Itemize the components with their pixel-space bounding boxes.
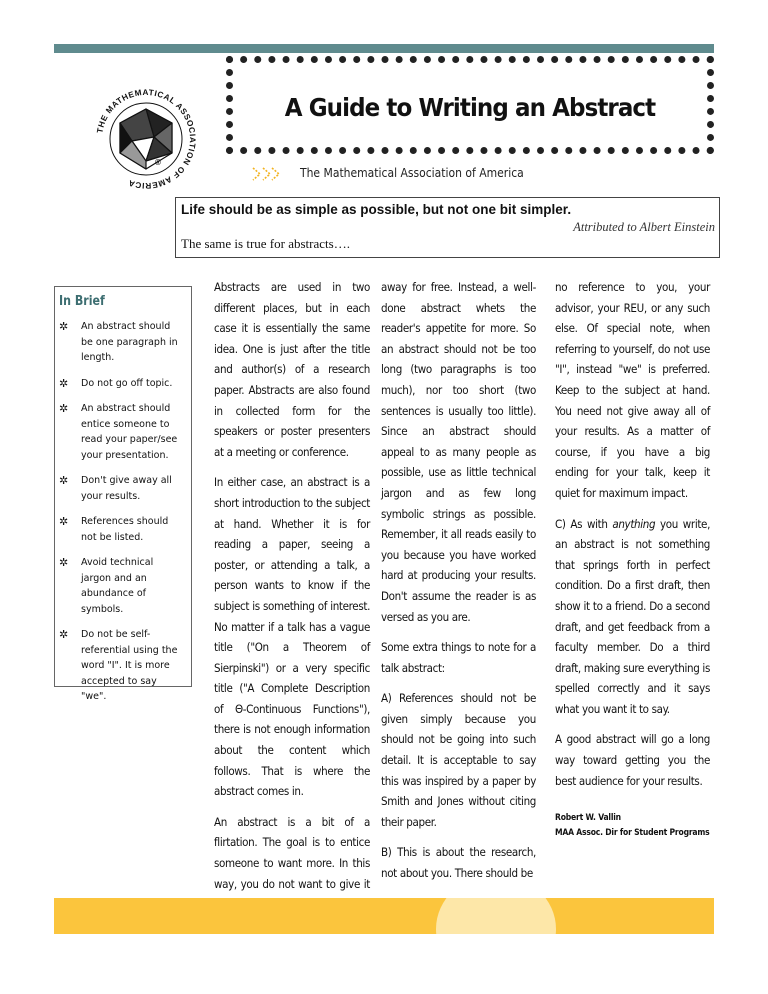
bullet-icon: ✲: [59, 402, 69, 415]
bullet-icon: ✲: [59, 320, 69, 333]
paragraph: In either case, an abstract is a short introduction to the subject at hand. Whether it is for reading a paper, seeing a poster, or attending a talk, a person wants to know if the subject is something of interest. No matter if a talk has a vague title ("On a Theorem of Sierpinski") or a very specific title ("A Complete Description of Θ-Continuous Functions"), there is not enough information about the content which follows. That is where the abstract comes in.: [214, 475, 370, 799]
logo-ring-text: THE MATHEMATICAL ASSOCIATION OF AMERICA: [95, 87, 198, 191]
icosahedron-icon: [120, 109, 172, 169]
footer-highlight: [436, 898, 556, 934]
article-column-2: [381, 277, 536, 894]
author-name: Robert W. Vallin: [555, 813, 621, 824]
quote-text: Life should be as simple as possible, but not one bit simpler.: [181, 202, 572, 217]
brief-item: ✲ Do not be self-referential using the word "I". It is more accepted to say "we".: [59, 628, 178, 702]
bullet-icon: ✲: [59, 556, 69, 569]
footer-band: [54, 898, 714, 934]
registered-mark: ®: [155, 158, 161, 167]
top-rule: [54, 44, 714, 53]
maa-logo: [92, 85, 200, 193]
quote-note: The same is true for abstracts….: [181, 236, 350, 251]
paragraph: C) As with anything you write, an abstract is not something that springs forth in perfect condition. Do a first draft, then show it to a friend. Do a second draft, and get feedback from a faculty member. Do a third draft, making sure everything is spelled correctly and it says what you want it to say.: [555, 516, 711, 716]
organization-name: The Mathematical Association of America: [300, 166, 524, 180]
paragraph: B) This is about the research, not about you. There should be: [381, 845, 536, 881]
paragraph: A) References should not be given simply because you should not be going into such detail. It is acceptable to say this was inspired by a paper by Smith and Jones without citing their paper.: [381, 691, 536, 829]
brief-item: ✲ References should not be listed.: [59, 515, 169, 543]
paragraph: Abstracts are used in two different places, but in each case it is essentially the same idea. One is just after the title and author(s) of a research paper. Abstracts are also found in collected form for the speakers or poster presenters at a meeting or conference.: [214, 280, 370, 459]
bullet-icon: ✲: [59, 515, 69, 528]
author-role: MAA Assoc. Dir for Student Programs: [555, 828, 710, 839]
brief-item: ✲ Don't give away all your results.: [59, 474, 172, 502]
paragraph: away for free. Instead, a well-done abstract whets the reader's appetite for more. So an abstract should not be too long (two paragraphs is too much), nor too short (two sentences is usually too little). Since an abstract should appeal to as many people as possible, use as little technical jargon and as few long symbolic strings as possible. Remember, it all reads easily to you because you have worked hard at producing your results. Don't assume the reader is as versed as you are.: [381, 280, 536, 624]
in-brief-heading: In Brief: [59, 294, 105, 309]
paragraph: no reference to you, your advisor, your REU, or any such else. Of special note, when referring to yourself, do not use "I", instead "we" is preferred. Keep to the subject at hand. You need not give away all of your results. As a matter of course, if you have a big ending for your talk, keep it quiet for maximum impact.: [555, 280, 710, 500]
page-title: A Guide to Writing an Abstract: [284, 93, 656, 122]
quote-attribution: Attributed to Albert Einstein: [573, 220, 715, 234]
paragraph: A good abstract will go a long way toward getting you the best audience for your results.: [555, 732, 710, 788]
article-column-3: [555, 277, 710, 841]
title-box: [226, 56, 714, 154]
brief-item: ✲ Do not go off topic.: [59, 376, 173, 390]
bullet-icon: ✲: [59, 376, 69, 390]
paragraph: An abstract is a bit of a flirtation. The goal is to entice someone to want more. In this way, you do not want to give it: [214, 814, 370, 891]
paragraph: Some extra things to note for a talk abstract:: [381, 640, 536, 675]
emphasis-anything: anything: [612, 516, 656, 531]
in-brief-list: [59, 319, 183, 705]
brief-item: ✲ An abstract should entice someone to read your paper/see your presentation.: [59, 402, 178, 461]
in-brief-sidebar: [54, 286, 192, 702]
brief-item: ✲ Avoid technical jargon and an abundance of symbols.: [59, 556, 154, 615]
bullet-icon: ✲: [59, 474, 69, 487]
signature: [555, 811, 710, 841]
quote-box: [175, 197, 720, 258]
brief-item: ✲ An abstract should be one paragraph in length.: [59, 320, 178, 363]
article-column-1: [214, 277, 370, 925]
arrows-icon: [251, 164, 281, 184]
bullet-icon: ✲: [59, 628, 69, 641]
